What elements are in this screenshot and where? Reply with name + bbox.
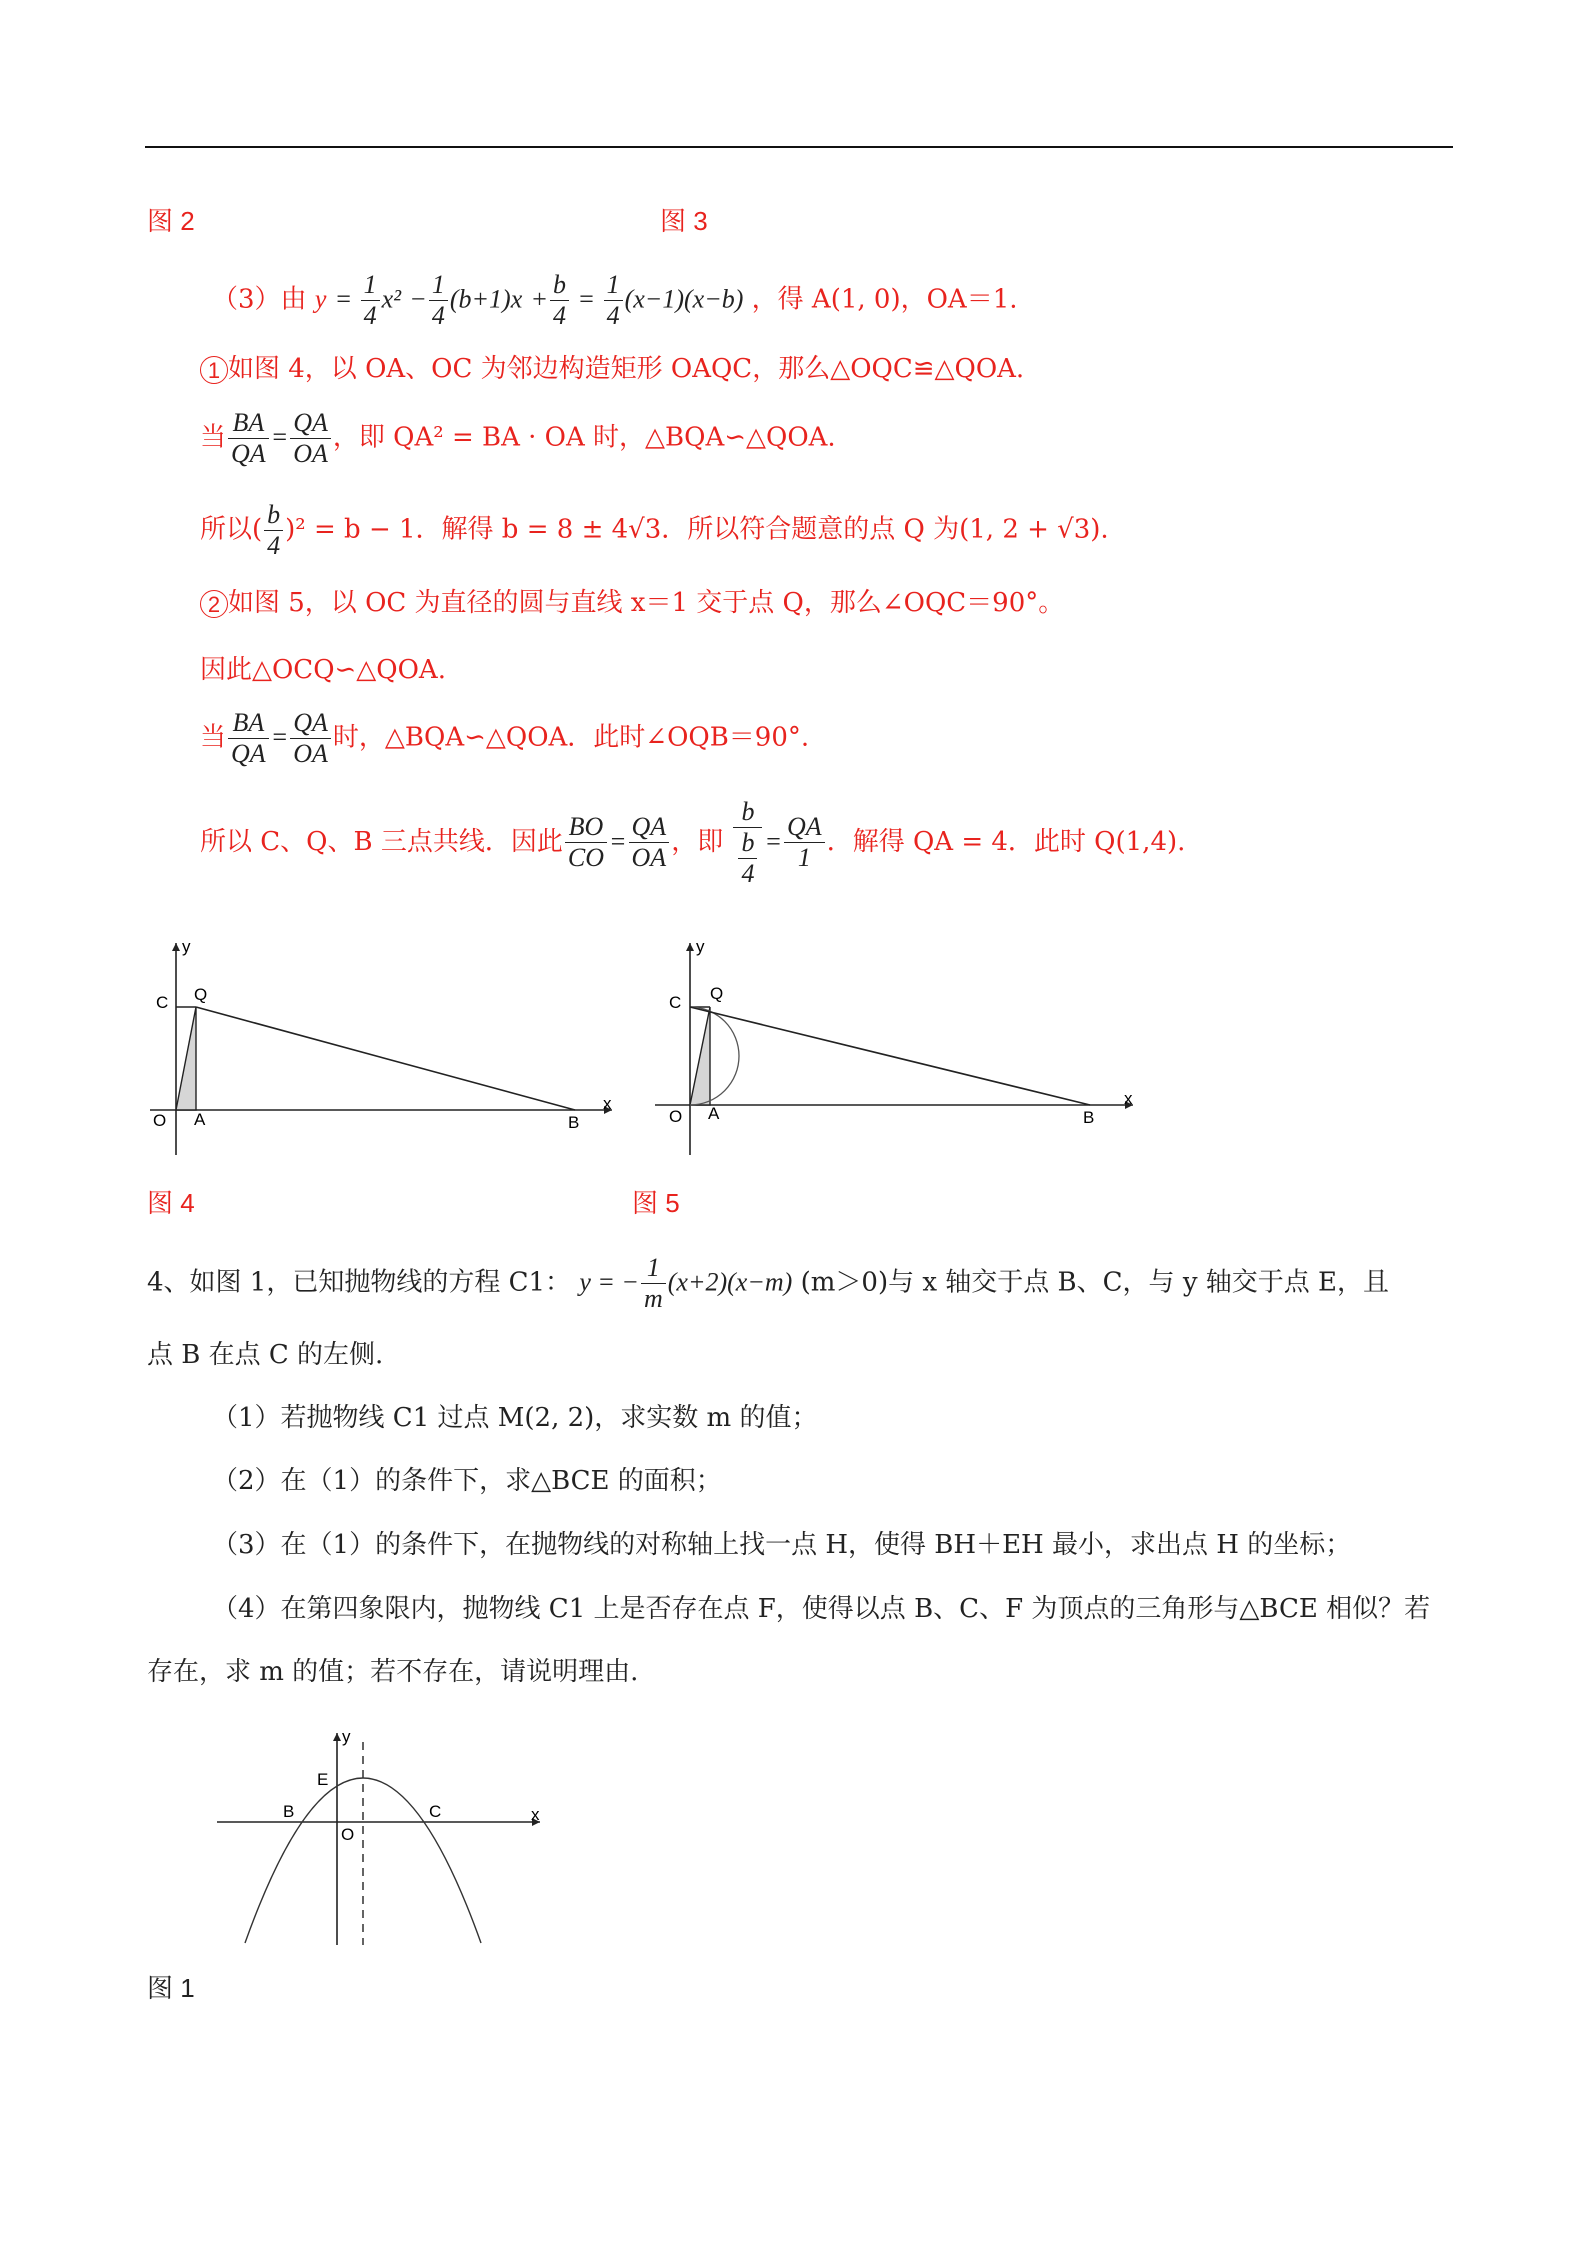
case1-line <box>200 354 1024 385</box>
caption-fig4: 图 4 <box>147 1188 195 1218</box>
problem4-intro-text: 4、如图 1，已知抛物线的方程 C1： <box>147 1267 572 1298</box>
case1-solve <box>200 500 1109 561</box>
fig1-label-B: B <box>283 1802 295 1821</box>
part3-suffix: ，得 A(1, 0)，OA＝1. <box>751 284 1018 315</box>
case1-cond: ，即 QA² = BA · OA 时，△BQA∽△QOA. <box>332 422 836 453</box>
problem4-q4-continue: 存在，求 m 的值；若不存在，请说明理由. <box>147 1657 639 1687</box>
figure-5 <box>655 935 1140 1170</box>
case2-collinear: 所以 C、Q、B 三点共线．因此 $\frac{BO}{CO}$ = $\frac{QA}{OA}$ ，即 $\frac{b}{\frac{b}{4}}$ = $\frac{QA}{1}$ ．解得 QA = 4．此时 Q(1,4). <box>200 797 1186 888</box>
fig4-shaded-triangle <box>176 1007 196 1110</box>
frac-1-4: $\frac{1}{4}$ <box>361 270 380 331</box>
header-rule <box>145 146 1453 148</box>
fig1-label-C: C <box>429 1802 442 1821</box>
fig5-shaded-triangle <box>690 1007 710 1105</box>
case2-line <box>200 588 1064 619</box>
fig1-label-y: y <box>342 1727 351 1746</box>
frac-ba-qa: $\frac{BA}{QA}$ <box>228 408 269 469</box>
fig5-label-C: C <box>669 993 682 1012</box>
circled-2: 2 <box>200 590 228 618</box>
figure-1 <box>215 1725 550 1950</box>
fig5-label-x: x <box>1124 1089 1133 1108</box>
case2-when: 当 <box>200 722 227 753</box>
case2-cond: 时，△BQA∽△QOA．此时∠OQB＝90°. <box>332 722 810 753</box>
caption-fig3: 图 3 <box>660 206 708 236</box>
frac-ba-qa-2: $\frac{BA}{QA}$ <box>228 708 269 769</box>
problem4-q1: （1）若抛物线 C1 过点 M(2, 2)，求实数 m 的值； <box>212 1403 818 1433</box>
part3-prefix: （3）由 <box>212 284 307 315</box>
eq-factored: (x−1)(x−b) <box>624 284 744 314</box>
case2-text: 如图 5，以 OC 为直径的圆与直线 x＝1 交于点 Q，那么∠OQC＝90°。 <box>228 588 1065 618</box>
frac-qa-oa: $\frac{QA}{OA}$ <box>290 408 331 469</box>
case2-condition: 当 $\frac{BA}{QA}$ = $\frac{QA}{OA}$ 时，△BQA∽△QOA．此时∠OQB＝90°. <box>200 708 810 768</box>
fig1-label-x: x <box>531 1805 540 1824</box>
problem4-condition: (m＞0)与 x 轴交于点 B、C，与 y 轴交于点 E，且 <box>800 1267 1390 1298</box>
fig5-y-arrow <box>686 943 694 951</box>
fig4-y-arrow <box>172 943 180 951</box>
fig1-label-E: E <box>317 1770 329 1789</box>
frac-1-m: $\frac{1}{m}$ <box>641 1253 666 1314</box>
fig5-label-Q: Q <box>710 984 724 1003</box>
problem4-equation: (x+2)(x−m) <box>667 1267 793 1297</box>
case2-coll-mid: ，即 <box>671 826 724 857</box>
case2-coll-prefix: 所以 C、Q、B 三点共线．因此 <box>200 826 563 857</box>
fig5-label-B: B <box>1083 1108 1095 1127</box>
frac-qa-oa-2: $\frac{QA}{OA}$ <box>290 708 331 769</box>
problem4-q4: （4）在第四象限内，抛物线 C1 上是否存在点 F，使得以点 B、C、F 为顶点的三角形与△BCE 相似？若 <box>212 1594 1431 1624</box>
eq-y: y <box>314 284 327 314</box>
problem4-q2: （2）在（1）的条件下，求△BCE 的面积； <box>212 1466 722 1496</box>
problem4-continue: 点 B 在点 C 的左侧. <box>147 1340 384 1370</box>
eq-b1x: (b+1)x <box>449 284 523 314</box>
frac-1-4c: $\frac{1}{4}$ <box>604 270 623 331</box>
fig1-label-O: O <box>341 1825 355 1844</box>
fig5-segment-CB <box>690 1007 1090 1105</box>
frac-bo-co: $\frac{BO}{CO}$ <box>565 812 607 873</box>
fig4-segment-QB <box>196 1007 575 1110</box>
frac-1-4b: $\frac{1}{4}$ <box>429 270 448 331</box>
frac-b-4: $\frac{b}{4}$ <box>550 270 569 331</box>
circled-1: 1 <box>200 356 228 384</box>
frac-b-over-b4: $\frac{b}{\frac{b}{4}}$ <box>733 797 762 889</box>
fig4-label-x: x <box>603 1094 612 1113</box>
fig4-label-B: B <box>568 1113 580 1132</box>
fig5-label-y: y <box>696 937 705 956</box>
caption-fig1: 图 1 <box>147 1973 195 2003</box>
fig4-label-O: O <box>153 1111 167 1130</box>
solution-part3: （3）由 y = $\frac{1}{4}$ x² − $\frac{1}{4}$ (b+1)x + $\frac{b}{4}$ = $\frac{1}{4}$ (x−1)(x−b) ，得 A(1, 0)，OA＝1. <box>212 270 1018 330</box>
frac-b-4-sq: $\frac{b}{4}$ <box>264 500 283 561</box>
case1-condition: 当 $\frac{BA}{QA}$ = $\frac{QA}{OA}$ ，即 QA² = BA · OA 时，△BQA∽△QOA. <box>200 408 836 468</box>
fig4-label-A: A <box>194 1110 206 1129</box>
caption-fig2: 图 2 <box>147 206 195 236</box>
case1-text: 如图 4，以 OA、OC 为邻边构造矩形 OAQC，那么△OQC≌△QOA. <box>228 354 1025 384</box>
case2-coll-end: ．解得 QA = 4．此时 Q(1,4). <box>826 826 1186 857</box>
case1-when: 当 <box>200 422 227 453</box>
frac-qa-oa-3: $\frac{QA}{OA}$ <box>629 812 670 873</box>
caption-fig5: 图 5 <box>632 1188 680 1218</box>
case1-so-prefix: 所以( <box>200 514 263 545</box>
problem4-q3: （3）在（1）的条件下，在抛物线的对称轴上找一点 H，使得 BH＋EH 最小，求出点 H 的坐标； <box>212 1530 1352 1560</box>
case1-so-mid: )² = b − 1．解得 b = 8 ± 4√3．所以符合题意的点 Q 为(1, 2 + √3). <box>285 514 1109 545</box>
problem4-intro: 4、如图 1，已知抛物线的方程 C1： y = − $\frac{1}{m}$ (x+2)(x−m) (m＞0)与 x 轴交于点 B、C，与 y 轴交于点 E，且 <box>147 1253 1390 1313</box>
fig4-label-y: y <box>182 937 191 956</box>
fig4-label-Q: Q <box>194 985 208 1004</box>
eq-x2: x² <box>381 284 402 314</box>
fig4-label-C: C <box>156 993 169 1012</box>
figure-4 <box>150 935 620 1170</box>
fig1-y-arrow <box>333 1733 341 1741</box>
fig5-label-O: O <box>669 1107 683 1126</box>
fig5-label-A: A <box>708 1104 720 1123</box>
frac-qa-1: $\frac{QA}{1}$ <box>784 812 825 873</box>
case2-hence: 因此△OCQ∽△QOA. <box>200 655 446 685</box>
